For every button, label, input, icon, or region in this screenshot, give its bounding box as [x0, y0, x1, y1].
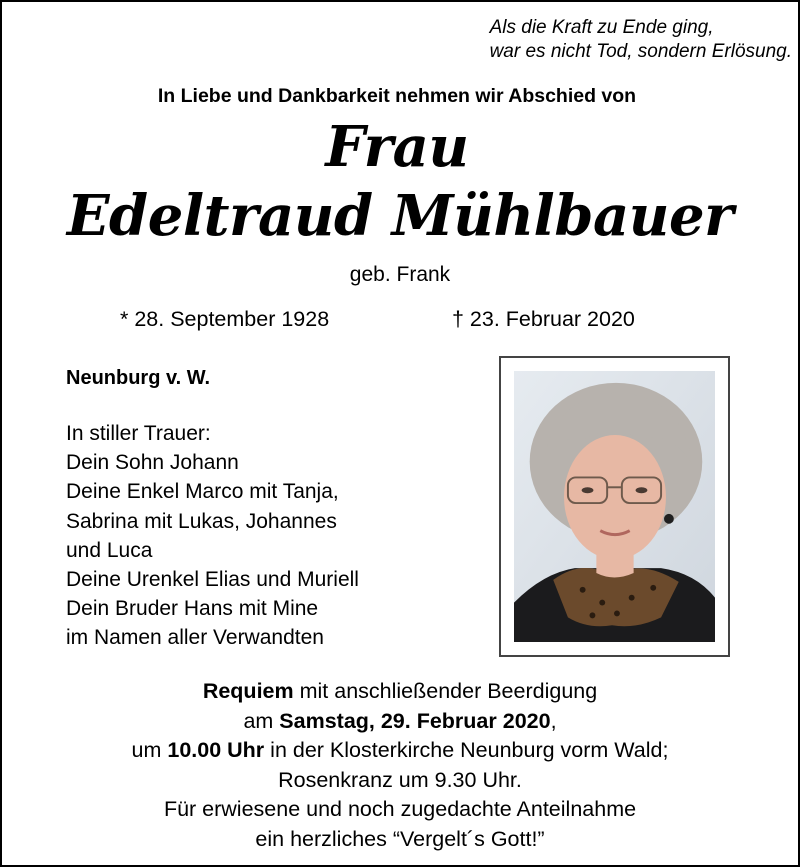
motto: [490, 16, 792, 64]
death-date: † 23. Februar 2020: [452, 307, 635, 331]
list-item: Deine Enkel Marco mit Tanja,: [66, 480, 339, 504]
list-item: und Luca: [66, 538, 153, 562]
birth-date: * 28. September 1928: [120, 307, 330, 331]
list-item: Dein Bruder Hans mit Mine: [66, 597, 319, 621]
list-item: Dein Sohn Johann: [66, 451, 239, 475]
time-prefix: um: [131, 738, 168, 762]
portrait-frame: [499, 356, 730, 657]
list-item: Deine Urenkel Elias und Muriell: [66, 568, 359, 592]
time-line: [2, 736, 798, 766]
thanks-line-2: ein herzliches “Vergelt´s Gott!”: [255, 826, 545, 851]
intro-text: In Liebe und Dankbarkeit nehmen wir Abschied von: [157, 85, 637, 107]
birth-name: geb. Frank: [349, 263, 451, 286]
list-item: In stiller Trauer:: [66, 422, 211, 445]
date-line: [2, 707, 798, 737]
date-suffix: ,: [550, 708, 557, 733]
deceased-name: Edeltraud Mühlbauer: [66, 183, 734, 249]
list-item: Sabrina mit Lukas, Johannes: [66, 509, 337, 533]
requiem-line: [2, 677, 798, 707]
thanks-line-1: Für erwiesene und noch zugedachte Anteilnahme: [163, 797, 637, 821]
service-details: [2, 677, 798, 854]
motto-line-1: Als die Kraft zu Ende ging,: [489, 17, 714, 38]
motto-line-2: war es nicht Tod, sondern Erlösung.: [489, 41, 792, 62]
requiem-text: mit anschließender Beerdigung: [293, 679, 598, 703]
date-prefix: am: [243, 708, 280, 733]
list-item: im Namen aller Verwandten: [66, 626, 324, 650]
portrait-illustration: [514, 371, 715, 642]
service-location: in der Klosterkirche Neunburg vorm Wald;: [264, 738, 669, 762]
rosary-line: Rosenkranz um 9.30 Uhr.: [278, 767, 522, 792]
service-date: Samstag, 29. Februar 2020: [279, 708, 551, 733]
place-name: Neunburg v. W.: [66, 367, 211, 389]
service-time: 10.00 Uhr: [167, 738, 265, 762]
portrait-photo: [514, 371, 715, 642]
mourners-list: [66, 419, 359, 653]
requiem-label: Requiem: [202, 679, 294, 703]
salutation: Frau: [325, 114, 469, 180]
